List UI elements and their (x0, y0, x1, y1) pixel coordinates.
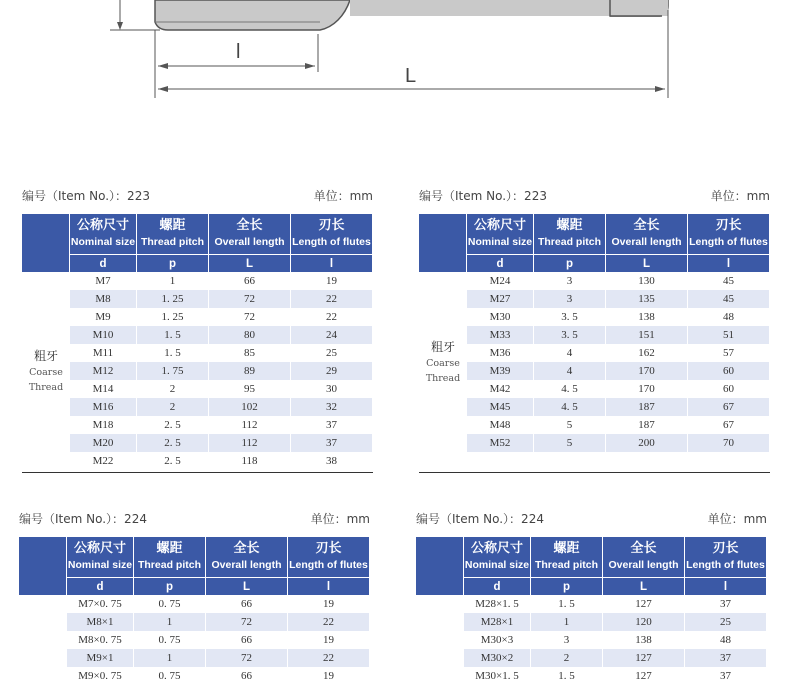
column-header-zh: 全长 (633, 218, 660, 233)
column-header (531, 537, 603, 577)
header-row (416, 537, 767, 577)
table-cell: 5 (534, 416, 606, 434)
column-header-en: Overall length (211, 559, 282, 571)
table-cell: M9×0. 75 (67, 667, 134, 685)
header-corner (416, 537, 464, 595)
table-row (19, 595, 370, 613)
table-row (22, 452, 373, 470)
column-header-en: Nominal size (464, 559, 530, 571)
table-cell: 187 (606, 398, 688, 416)
table-cell: 4 (534, 344, 606, 362)
table-cell: M20 (70, 434, 137, 452)
column-header-en: Nominal size (70, 236, 136, 248)
table-cell: 85 (209, 344, 291, 362)
column-symbol: p (137, 254, 209, 272)
table-row (22, 434, 373, 452)
column-header-zh: 公称尺寸 (473, 218, 526, 233)
spec-block-223-right (419, 187, 770, 477)
column-symbol: d (464, 577, 531, 595)
table-cell: 19 (288, 631, 370, 649)
table-cell: 45 (688, 290, 770, 308)
table-cell: 162 (606, 344, 688, 362)
table-row (19, 631, 370, 649)
table-cell: 1. 5 (531, 595, 603, 613)
table-cell: 72 (209, 308, 291, 326)
table-cell: 127 (603, 667, 685, 685)
column-header-en: Overall length (608, 559, 679, 571)
table-cell: 130 (606, 272, 688, 290)
table-cell: 70 (688, 434, 770, 452)
table-cell: 60 (688, 362, 770, 380)
column-header-zh: 螺距 (159, 218, 186, 233)
table-row (22, 416, 373, 434)
table-cell: M42 (467, 380, 534, 398)
dimension-label-l: l (236, 41, 241, 63)
column-header (70, 214, 137, 254)
table-cell: 1 (137, 272, 209, 290)
table-cell: 32 (291, 398, 373, 416)
table-cell: 22 (288, 613, 370, 631)
table-row (419, 272, 770, 290)
table-row (416, 667, 767, 685)
column-header (291, 214, 373, 254)
table-cell: 0. 75 (134, 667, 206, 685)
table-cell: 138 (603, 631, 685, 649)
table-cell: M18 (70, 416, 137, 434)
table-cell: 66 (206, 631, 288, 649)
column-header (288, 537, 370, 577)
table-cell: M12 (70, 362, 137, 380)
table-row (416, 613, 767, 631)
column-header (688, 214, 770, 254)
column-header-en: Nominal size (467, 236, 533, 248)
table-cell: M30×2 (464, 649, 531, 667)
dimension-label-L: L (405, 65, 417, 87)
column-symbol: l (685, 577, 767, 595)
column-header-en: Overall length (611, 236, 682, 248)
table-cell: 2. 5 (137, 452, 209, 470)
column-header-en: Length of flutes (292, 236, 371, 248)
block-header (22, 187, 373, 203)
table-cell: 19 (291, 272, 373, 290)
table-cell: 1. 25 (137, 308, 209, 326)
table-row (22, 308, 373, 326)
category-en: Coarse (426, 358, 460, 369)
table-cell: 170 (606, 362, 688, 380)
table-cell: 45 (688, 272, 770, 290)
column-symbol: l (288, 577, 370, 595)
column-header (206, 537, 288, 577)
table-cell: 200 (606, 434, 688, 452)
column-header-zh: 公称尺寸 (470, 541, 523, 556)
column-header (67, 537, 134, 577)
table-cell: 57 (688, 344, 770, 362)
table-cell: 66 (206, 667, 288, 685)
table-cell: 2. 5 (137, 434, 209, 452)
table-row (22, 362, 373, 380)
table-row (22, 326, 373, 344)
column-symbol: L (606, 254, 688, 272)
table-cell: 127 (603, 649, 685, 667)
column-symbol: L (209, 254, 291, 272)
spec-block-223-left (22, 187, 373, 477)
column-header-zh: 公称尺寸 (73, 541, 126, 556)
header-corner (22, 214, 70, 272)
table-cell: 89 (209, 362, 291, 380)
header-row (22, 214, 373, 254)
table-cell: 3 (534, 272, 606, 290)
block-header (416, 510, 767, 526)
table-cell: M7×0. 75 (67, 595, 134, 613)
table-cell: 2 (137, 380, 209, 398)
table-cell: M10 (70, 326, 137, 344)
table-cell: 120 (603, 613, 685, 631)
column-header-zh: 全长 (630, 541, 657, 556)
table-cell: M39 (467, 362, 534, 380)
table-cell: 1 (134, 649, 206, 667)
column-symbol: l (291, 254, 373, 272)
spec-block-224-right (416, 510, 767, 689)
table-cell: 0. 75 (134, 631, 206, 649)
table-row (419, 290, 770, 308)
table-cell: 135 (606, 290, 688, 308)
table-cell: M11 (70, 344, 137, 362)
thread-category (416, 595, 464, 685)
column-header-en: Thread pitch (537, 236, 601, 248)
column-symbol: d (70, 254, 137, 272)
table-cell: 1. 5 (137, 326, 209, 344)
table-row (19, 667, 370, 685)
column-header-zh: 公称尺寸 (76, 218, 129, 233)
table-row (419, 434, 770, 452)
table-cell: 4. 5 (534, 380, 606, 398)
table-row (419, 344, 770, 362)
table-bottom-rule (22, 472, 373, 473)
column-header (603, 537, 685, 577)
table-cell: 1 (134, 613, 206, 631)
column-header-zh: 螺距 (156, 541, 183, 556)
table-cell: 170 (606, 380, 688, 398)
spec-table (416, 537, 767, 685)
table-cell: M9 (70, 308, 137, 326)
table-cell: 48 (685, 631, 767, 649)
spec-table (19, 537, 370, 685)
table-cell: 4. 5 (534, 398, 606, 416)
table-cell: M16 (70, 398, 137, 416)
column-header (467, 214, 534, 254)
column-symbol: L (603, 577, 685, 595)
table-cell: 25 (291, 344, 373, 362)
table-cell: 37 (685, 667, 767, 685)
table-cell: 3 (531, 631, 603, 649)
table-cell: 5 (534, 434, 606, 452)
column-symbol: d (467, 254, 534, 272)
column-header-en: Thread pitch (137, 559, 201, 571)
table-cell: 80 (209, 326, 291, 344)
table-cell: 51 (688, 326, 770, 344)
table-cell: 67 (688, 416, 770, 434)
column-header-zh: 刃长 (315, 541, 342, 556)
table-cell: 1. 5 (137, 344, 209, 362)
column-symbol: L (206, 577, 288, 595)
table-cell: 25 (685, 613, 767, 631)
table-cell: 22 (288, 649, 370, 667)
table-cell: 2 (137, 398, 209, 416)
header-corner (419, 214, 467, 272)
column-header-en: Thread pitch (140, 236, 204, 248)
table-row (416, 595, 767, 613)
table-cell: 24 (291, 326, 373, 344)
table-row (416, 631, 767, 649)
table-cell: 118 (209, 452, 291, 470)
item-number: 编号（Item No.）：224 (19, 512, 147, 526)
table-cell: M9×1 (67, 649, 134, 667)
unit-label: 单位：mm (313, 189, 373, 203)
column-header (209, 214, 291, 254)
column-header (464, 537, 531, 577)
table-cell: M36 (467, 344, 534, 362)
table-cell: 22 (291, 308, 373, 326)
table-cell: 2 (531, 649, 603, 667)
table-cell: 60 (688, 380, 770, 398)
table-row (22, 344, 373, 362)
category-en: Thread (425, 373, 461, 384)
column-header-en: Overall length (214, 236, 285, 248)
column-header (685, 537, 767, 577)
table-cell: M30×3 (464, 631, 531, 649)
table-cell: M8×1 (67, 613, 134, 631)
thread-category (19, 595, 67, 685)
thread-category (419, 272, 467, 452)
table-cell: M7 (70, 272, 137, 290)
table-cell: 19 (288, 667, 370, 685)
table-cell: 38 (291, 452, 373, 470)
table-cell: M14 (70, 380, 137, 398)
category-en: Thread (28, 382, 64, 393)
table-row (419, 416, 770, 434)
table-row (419, 362, 770, 380)
symbol-row (22, 254, 373, 272)
table-cell: M45 (467, 398, 534, 416)
symbol-row (19, 577, 370, 595)
table-cell: M24 (467, 272, 534, 290)
table-cell: 127 (603, 595, 685, 613)
table-cell: 29 (291, 362, 373, 380)
table-row (22, 398, 373, 416)
table-cell: 1. 5 (531, 667, 603, 685)
tap-shank-fill (350, 0, 668, 16)
table-cell: M8 (70, 290, 137, 308)
table-cell: M8×0. 75 (67, 631, 134, 649)
column-header-zh: 螺距 (553, 541, 580, 556)
table-cell: 138 (606, 308, 688, 326)
table-cell: 2. 5 (137, 416, 209, 434)
table-cell: 112 (209, 434, 291, 452)
table-cell: 67 (688, 398, 770, 416)
table-cell: 30 (291, 380, 373, 398)
table-cell: 72 (206, 613, 288, 631)
table-cell: M52 (467, 434, 534, 452)
table-row (22, 290, 373, 308)
column-header-zh: 刃长 (715, 218, 742, 233)
table-row (419, 308, 770, 326)
table-cell: 4 (534, 362, 606, 380)
table-cell: 37 (685, 649, 767, 667)
spec-block-224-left (19, 510, 370, 689)
header-row (19, 537, 370, 577)
tap-dimension-drawing (0, 0, 790, 110)
column-header-zh: 螺距 (556, 218, 583, 233)
category-en: Coarse (29, 367, 63, 378)
column-header-en: Length of flutes (289, 559, 368, 571)
symbol-row (419, 254, 770, 272)
tap-body-outline (155, 0, 350, 30)
header-corner (19, 537, 67, 595)
column-symbol: p (534, 254, 606, 272)
table-row (419, 380, 770, 398)
column-symbol: p (531, 577, 603, 595)
column-symbol: p (134, 577, 206, 595)
column-header-zh: 全长 (236, 218, 263, 233)
column-header-zh: 全长 (233, 541, 260, 556)
table-row (22, 272, 373, 290)
item-number: 编号（Item No.）：223 (22, 189, 150, 203)
table-cell: 187 (606, 416, 688, 434)
table-cell: 1 (531, 613, 603, 631)
item-number: 编号（Item No.）：223 (419, 189, 547, 203)
table-cell: 0. 75 (134, 595, 206, 613)
table-cell: 3 (534, 290, 606, 308)
table-row (419, 326, 770, 344)
column-header (606, 214, 688, 254)
column-header (534, 214, 606, 254)
table-row (19, 649, 370, 667)
table-cell: M48 (467, 416, 534, 434)
table-cell: 37 (685, 595, 767, 613)
table-cell: 112 (209, 416, 291, 434)
table-cell: 3. 5 (534, 326, 606, 344)
block-header (19, 510, 370, 526)
table-cell: M30×1. 5 (464, 667, 531, 685)
table-cell: M28×1. 5 (464, 595, 531, 613)
table-cell: 48 (688, 308, 770, 326)
table-cell: M30 (467, 308, 534, 326)
column-header (134, 537, 206, 577)
table-row (416, 649, 767, 667)
table-cell: 19 (288, 595, 370, 613)
spec-table (419, 214, 770, 452)
table-cell: 66 (209, 272, 291, 290)
unit-label: 单位：mm (310, 512, 370, 526)
column-symbol: d (67, 577, 134, 595)
table-cell: 95 (209, 380, 291, 398)
item-number: 编号（Item No.）：224 (416, 512, 544, 526)
table-cell: 102 (209, 398, 291, 416)
category-zh: 粗牙 (33, 349, 58, 363)
category-zh: 粗牙 (430, 340, 455, 354)
table-cell: 22 (291, 290, 373, 308)
table-cell: 151 (606, 326, 688, 344)
column-header-en: Nominal size (67, 559, 133, 571)
table-row (22, 380, 373, 398)
thread-category (22, 272, 70, 470)
spec-table (22, 214, 373, 470)
table-cell: 72 (209, 290, 291, 308)
column-header-zh: 刃长 (712, 541, 739, 556)
header-row (419, 214, 770, 254)
symbol-row (416, 577, 767, 595)
unit-label: 单位：mm (707, 512, 767, 526)
table-cell: M22 (70, 452, 137, 470)
table-row (419, 398, 770, 416)
table-cell: 1. 75 (137, 362, 209, 380)
table-bottom-rule (419, 472, 770, 473)
table-cell: 72 (206, 649, 288, 667)
table-cell: 66 (206, 595, 288, 613)
table-row (19, 613, 370, 631)
table-cell: 1. 25 (137, 290, 209, 308)
column-header-en: Length of flutes (686, 559, 765, 571)
column-header-en: Length of flutes (689, 236, 768, 248)
table-cell: M28×1 (464, 613, 531, 631)
column-header-zh: 刃长 (318, 218, 345, 233)
table-cell: 37 (291, 434, 373, 452)
table-cell: M27 (467, 290, 534, 308)
table-cell: 3. 5 (534, 308, 606, 326)
unit-label: 单位：mm (710, 189, 770, 203)
column-header (137, 214, 209, 254)
block-header (419, 187, 770, 203)
column-header-en: Thread pitch (534, 559, 598, 571)
table-cell: 37 (291, 416, 373, 434)
column-symbol: l (688, 254, 770, 272)
table-cell: M33 (467, 326, 534, 344)
